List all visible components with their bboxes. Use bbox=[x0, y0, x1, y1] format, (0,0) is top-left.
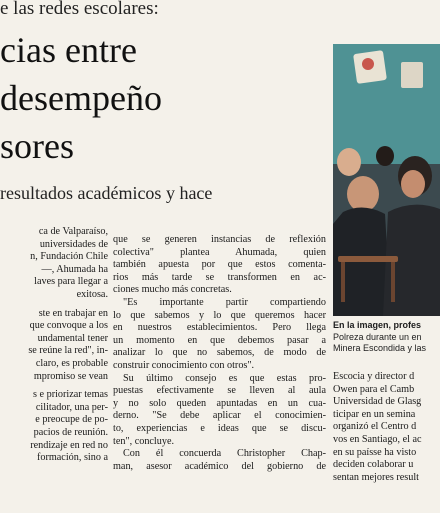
col1-line: ca de Valparaíso, bbox=[38, 226, 108, 237]
col1-line: e preocupe de po- bbox=[35, 414, 108, 426]
col3-line: Escocia y director d bbox=[333, 371, 415, 382]
photo-illustration bbox=[333, 44, 440, 316]
col1-line: que convoque a los bbox=[29, 320, 108, 332]
col1-line: undamental tener bbox=[37, 332, 108, 344]
col2-line: un momento en que debemos pasar a bbox=[113, 334, 326, 346]
article-photo bbox=[333, 44, 440, 316]
col2-line: "Es importante partir compartiendo bbox=[123, 296, 326, 308]
headline-line-2: desempeño bbox=[0, 78, 162, 118]
col3-line: deciden colaborar u bbox=[333, 459, 414, 471]
col2-line: que se generen instancias de reflexión bbox=[113, 234, 326, 245]
col2-line: analizar lo que no sabemos, de modo de bbox=[113, 347, 326, 359]
col2-line: ten", concluye. bbox=[113, 435, 175, 447]
col2-line: puestas efectivamente se lleven al aula bbox=[113, 385, 326, 397]
col1-line: —, Ahumada ha bbox=[41, 263, 108, 275]
col3-line: sentan mejores result bbox=[333, 471, 420, 483]
article-deck: resultados académicos y hace bbox=[0, 183, 213, 203]
col3-line: organizó el Centro d bbox=[333, 421, 417, 433]
article-kicker: e las redes escolares: bbox=[0, 0, 159, 19]
col3-line: vos en Santiago, el ac bbox=[333, 433, 422, 445]
col2-line: to, experiencias e ideas que se discu- bbox=[113, 422, 326, 434]
col2-line: lo que sabemos y lo que queremos hacer bbox=[113, 309, 326, 321]
headline-line-1: cias entre bbox=[0, 30, 137, 70]
col1-line: mpromiso se vean bbox=[33, 370, 108, 382]
col3-line: Universidad de Glasg bbox=[333, 396, 422, 408]
col2-line: derno. "Se debe aplicar el conocimien- bbox=[113, 410, 326, 422]
col1-line: se reúne la red", in- bbox=[28, 345, 108, 357]
col2-line: en nuestros establecimientos. Pero llega bbox=[113, 322, 326, 334]
caption-line: Minera Escondida y las bbox=[333, 343, 427, 353]
col1-line: laves para llegar a bbox=[34, 276, 108, 288]
col2-line: Su último consejo es que estas pro- bbox=[123, 372, 326, 384]
col2-line: Con él concuerda Christopher Chap- bbox=[123, 448, 326, 460]
body-column-3 bbox=[333, 371, 440, 484]
col1-line: formación, sino a bbox=[36, 452, 108, 464]
headline-line-3: sores bbox=[0, 126, 74, 166]
col3-line: ticipar en un semina bbox=[333, 408, 416, 420]
caption-lead: En la imagen, profes bbox=[333, 320, 422, 330]
col2-line: rios más tarde se transformen en ac- bbox=[113, 271, 326, 283]
col2-line: ciones mucho más concretas. bbox=[113, 284, 232, 296]
col1-line: n, Fundación Chile bbox=[30, 251, 108, 263]
photo-caption bbox=[333, 320, 440, 355]
col1-line: s e priorizar temas bbox=[33, 389, 108, 401]
col1-line: claro, es probable bbox=[35, 357, 108, 369]
col1-line: exitosa. bbox=[76, 288, 108, 300]
col1-line: rendizaje en red no bbox=[30, 439, 108, 451]
caption-line: Polreza durante un en bbox=[333, 331, 422, 342]
col3-line: Owen para el Camb bbox=[333, 383, 415, 395]
col1-line: pacios de reunión. bbox=[33, 426, 108, 438]
col2-line: man, asesor académico del gobierno de bbox=[113, 460, 326, 472]
col1-line: cilitador, una per- bbox=[35, 401, 108, 413]
body-column-1 bbox=[0, 226, 108, 465]
col2-line: construir conocimiento con otros". bbox=[113, 359, 255, 371]
col3-line: en su paísse ha visto bbox=[333, 446, 417, 458]
col1-line: ste en trabajar en bbox=[38, 307, 108, 319]
col2-line: también apuesta por que estos comenta- bbox=[113, 259, 326, 271]
col2-line: y no solo queden apuntadas en un cua- bbox=[113, 397, 326, 409]
body-column-2 bbox=[113, 234, 326, 473]
col1-line: universidades de bbox=[39, 238, 108, 250]
col2-line: colectiva" plantea Ahumada, quien bbox=[113, 246, 326, 258]
